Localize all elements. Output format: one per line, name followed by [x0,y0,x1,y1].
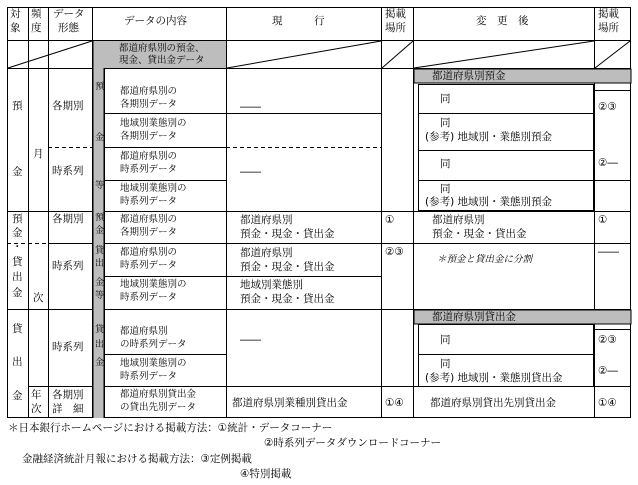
current-r10: 都道府県別業種別貸出金 [232,397,348,409]
content-8a: 都道府県別 [120,326,168,337]
after-same4a: 同 [440,183,451,195]
label-next2: 次 [31,403,42,415]
after-same4b: (参考) 地域別・業態別預金 [425,196,553,208]
label-kind-yo-3: 等 [95,181,105,191]
content-5b: 各期別データ [120,227,178,238]
content-9a: 地域別業態別の [120,358,187,369]
current-r6b: 預金・現金・貸出金 [240,261,335,273]
after-same6b: (参考) 地域別・業態別貸出金 [425,372,563,384]
header-col2-b: 度 [31,22,42,34]
current-dash2: ―― [240,166,261,178]
after-same3: 同 [440,158,451,170]
after-same1: 同 [440,93,451,105]
header-place2-b: 場所 [598,22,619,34]
after-note: ＊預金と貸出金に分割 [437,254,533,265]
label-kakkibetsu2: 各期別 [52,213,84,225]
header-place2-a: 掲載 [598,8,619,20]
footer-line4: ④特別掲載 [240,468,292,480]
current-r5a: 都道府県別 [240,214,293,226]
content-3a: 都道府県別の [120,151,178,162]
header-place-a: 掲載 [385,8,406,20]
label-kind-ka2-3: 金 [95,358,105,368]
label-kind-ka-2: 出 [95,259,105,269]
label-jikeiretsu2: 時系列 [52,260,84,272]
label-comb-1: 預 [12,213,23,225]
label-comb-5: 出 [12,271,23,283]
current-dash1: ―― [240,101,261,113]
place2-b: ②― [598,157,618,169]
place-r10: ①④ [385,397,404,409]
place2-d: ②― [598,365,618,377]
label-kind-ka-3: 金 [95,278,105,288]
label-month: 月 [33,148,44,160]
after-r5a: 都道府県別 [432,214,485,226]
label-comb-4: 貸 [12,256,23,268]
content-8b: の時系列データ [120,339,187,350]
current-dash3: ―― [240,334,261,346]
header-current: 現 行 [272,15,325,27]
content-1a: 都道府県別の [120,86,178,97]
header-place-b: 場所 [385,22,406,34]
label-kakkibetsu3: 各期別 [52,389,84,401]
after-same2a: 同 [440,117,451,129]
footer-line1: ＊日本銀行ホームページにおける掲載方法：①統計・データコーナー [8,422,333,434]
current-r6a: 都道府県別 [240,247,293,259]
after-same6a: 同 [440,358,451,370]
place2-r6: ―― [598,246,619,258]
content-10b: の貸出先別データ [120,402,197,413]
label-kakkibetsu: 各期別 [52,100,84,112]
label-kashi-2: 出 [12,356,23,368]
label-kind-ka-1: 貸 [95,246,105,256]
current-r7a: 地域別業態別 [240,279,303,291]
place-r5: ① [385,214,395,226]
footer-line2: ②時系列データダウンロードコーナー [264,437,441,449]
content-3b: 時系列データ [120,164,178,175]
after-r5b: 預金・現金・貸出金 [432,228,527,240]
content-2b: 各期別データ [120,131,178,142]
place2-a: ②③ [598,101,617,113]
label-kind-ye-1: 預 [95,213,105,223]
after-sec2-title: 都道府県別貸出金 [432,311,516,323]
label-shosai: 詳 細 [52,403,84,415]
label-kind-ye-2: 金 [95,226,105,236]
content-7a: 地域別業態別の [120,279,187,290]
label-yokin-a: 預 [12,100,23,112]
footer-line3: 金融経済統計月報における掲載方法：③定例掲載 [22,453,252,465]
label-kind-ka-4: 等 [95,291,105,301]
header-col2-a: 頻 [31,8,42,20]
place2-r10: ①④ [598,397,617,409]
label-yokin-b: 金 [12,166,23,178]
label-kind-ka2-1: 貸 [95,325,105,335]
subheader-a: 都道府県別の預金、 [119,43,205,54]
label-comb-2: 金 [12,227,23,239]
header-content: データの内容 [124,15,187,27]
current-r7b: 預金・現金・貸出金 [240,293,335,305]
label-kind-ka2-2: 出 [95,340,105,350]
label-next: 次 [33,292,44,304]
content-2a: 地域別業態別の [120,118,187,129]
current-r5b: 預金・現金・貸出金 [240,228,335,240]
label-kind-yo-1: 預 [95,82,105,92]
header-col1-b: 象 [10,22,21,34]
after-sec1-title: 都道府県別預金 [432,70,506,82]
label-year: 年 [31,389,42,401]
place2-r5: ① [598,214,608,226]
label-jikeiretsu: 時系列 [52,165,84,177]
header-col3-a: データ [53,8,85,20]
content-4a: 地域別業態別の [120,183,187,194]
header-after: 変 更 後 [476,15,529,27]
header-col3-b: 形態 [58,22,79,34]
content-5a: 都道府県別の [120,214,178,225]
label-kashi-3: 金 [12,390,23,402]
subheader-b: 現金、貸出金データ [119,55,205,66]
label-comb-3: ・ [12,241,23,253]
content-1b: 各期別データ [120,99,178,110]
label-comb-6: 金 [12,287,23,299]
content-6a: 都道府県別の [120,247,178,258]
place2-c: ②③ [598,334,617,346]
after-same5: 同 [440,334,451,346]
label-jikeiretsu3: 時系列 [52,341,84,353]
after-same2b: (参考) 地域別・業態別預金 [425,131,553,143]
content-6b: 時系列データ [120,260,178,271]
content-4b: 時系列データ [120,196,178,207]
place-r67: ②③ [385,246,404,258]
after-r10: 都道府県別貸出先別貸出金 [430,397,556,409]
label-kashi-1: 貸 [12,323,23,335]
content-7b: 時系列データ [120,292,178,303]
header-col1-a: 対 [10,8,21,20]
content-10a: 都道府県別貸出金 [120,389,197,400]
label-kind-yo-2: 金 [95,133,105,143]
content-9b: 時系列データ [120,371,178,382]
